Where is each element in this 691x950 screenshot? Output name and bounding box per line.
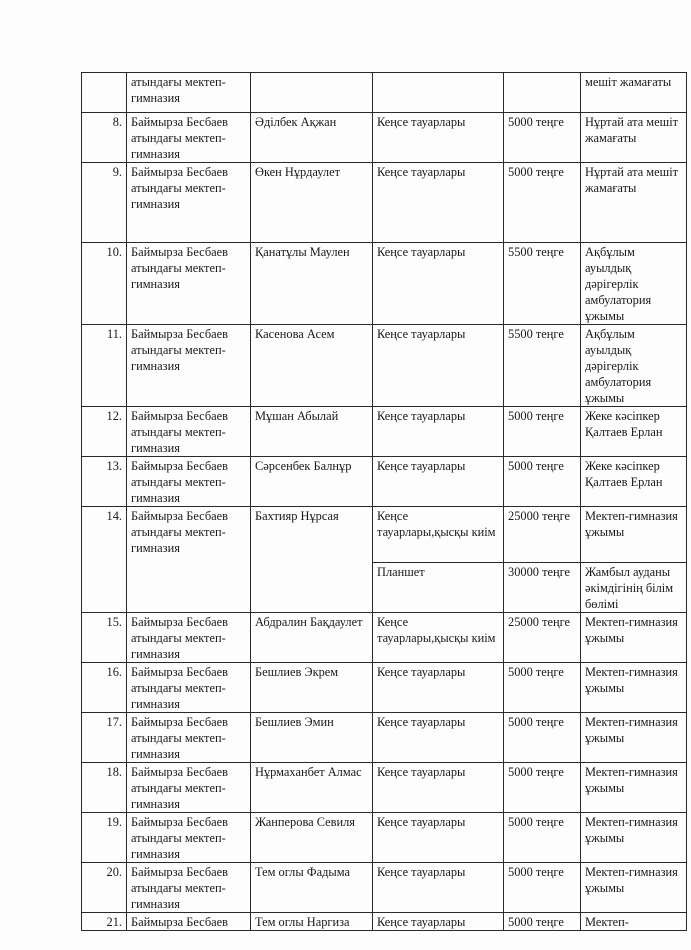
sponsor-cell: Нұртай ата мешіт жамағаты xyxy=(581,113,687,163)
student-name-cell: Мұшан Абылай xyxy=(251,407,373,457)
aid-item-cell: Кеңсе тауарлары xyxy=(373,713,504,763)
row-number: 10. xyxy=(82,243,127,325)
school-cell: Баймырза Бесбаев атындағы мектеп-гимназия xyxy=(127,813,251,863)
sponsor-cell: Ақбұлым ауылдық дәрігерлік амбулатория ұжымы xyxy=(581,243,687,325)
student-name-cell: Тем оглы Фадыма xyxy=(251,863,373,913)
sponsor-cell: Жеке кәсіпкер Қалтаев Ерлан xyxy=(581,457,687,507)
row-number xyxy=(82,73,127,113)
amount-cell: 5000 теңге xyxy=(504,813,581,863)
roster-body xyxy=(82,73,687,931)
table-row xyxy=(82,325,687,407)
student-name-cell: Нұрмаханбет Алмас xyxy=(251,763,373,813)
amount-cell: 5000 теңге xyxy=(504,913,581,931)
aid-item-cell: Кеңсе тауарлары xyxy=(373,243,504,325)
amount-cell: 5000 теңге xyxy=(504,113,581,163)
table-row xyxy=(82,713,687,763)
school-cell: Баймырза Бесбаев атындағы мектеп-гимназия xyxy=(127,613,251,663)
aid-item-cell: Кеңсе тауарлары xyxy=(373,913,504,931)
row-number: 13. xyxy=(82,457,127,507)
amount-cell: 5000 теңге xyxy=(504,863,581,913)
aid-item-cell xyxy=(373,73,504,113)
school-cell: Баймырза Бесбаев атындағы мектеп-гимназия xyxy=(127,163,251,243)
school-cell: Баймырза Бесбаев атындағы мектеп-гимназия xyxy=(127,407,251,457)
table-row xyxy=(82,243,687,325)
school-cell: Баймырза Бесбаев атындағы мектеп-гимназия xyxy=(127,763,251,813)
amount-cell: 5500 теңге xyxy=(504,243,581,325)
aid-item-cell: Кеңсе тауарлары xyxy=(373,163,504,243)
sponsor-cell: Жеке кәсіпкер Қалтаев Ерлан xyxy=(581,407,687,457)
sponsor-cell: Мектеп-гимназия ұжымы xyxy=(581,663,687,713)
row-number: 15. xyxy=(82,613,127,663)
student-name-cell: Қанатұлы Маулен xyxy=(251,243,373,325)
table-row xyxy=(82,73,687,113)
table-row xyxy=(82,863,687,913)
amount-cell: 5000 теңге xyxy=(504,457,581,507)
aid-item-cell: Кеңсе тауарлары xyxy=(373,113,504,163)
row-number: 19. xyxy=(82,813,127,863)
student-name-cell: Өкен Нұрдаулет xyxy=(251,163,373,243)
row-number: 8. xyxy=(82,113,127,163)
sponsor-cell: Мектеп-гимназия ұжымы xyxy=(581,713,687,763)
row-number: 17. xyxy=(82,713,127,763)
school-cell: Баймырза Бесбаев атындағы мектеп-гимназия xyxy=(127,507,251,613)
school-cell: атындағы мектеп-гимназия xyxy=(127,73,251,113)
sponsor-cell: Мектеп-гимназия ұжымы xyxy=(581,863,687,913)
sponsor-cell: Нұртай ата мешіт жамағаты xyxy=(581,163,687,243)
row-number: 14. xyxy=(82,507,127,613)
sponsor-cell: мешіт жамағаты xyxy=(581,73,687,113)
amount-cell: 5000 теңге xyxy=(504,663,581,713)
school-cell: Баймырза Бесбаев атындағы мектеп-гимназия xyxy=(127,457,251,507)
amount-cell: 5500 теңге xyxy=(504,325,581,407)
amount-cell: 5000 теңге xyxy=(504,763,581,813)
student-name-cell: Сәрсенбек Балнұр xyxy=(251,457,373,507)
table-row xyxy=(82,663,687,713)
aid-item-cell: Кеңсе тауарлары xyxy=(373,813,504,863)
school-cell: Баймырза Бесбаев атындағы мектеп-гимназия xyxy=(127,113,251,163)
row-number: 16. xyxy=(82,663,127,713)
table-row xyxy=(82,813,687,863)
student-name-cell: Касенова Асем xyxy=(251,325,373,407)
student-name-cell: Тем оглы Наргиза xyxy=(251,913,373,931)
sponsor-cell: Мектеп-гимназия ұжымы xyxy=(581,613,687,663)
table-row xyxy=(82,507,687,563)
aid-item-cell: Кеңсе тауарлары xyxy=(373,407,504,457)
aid-item-cell: Кеңсе тауарлары xyxy=(373,763,504,813)
sponsor-cell: Ақбұлым ауылдық дәрігерлік амбулатория ұжымы xyxy=(581,325,687,407)
table-row xyxy=(82,763,687,813)
student-name-cell: Жанперова Севиля xyxy=(251,813,373,863)
school-cell: Баймырза Бесбаев атындағы мектеп-гимназия xyxy=(127,663,251,713)
amount-cell: 25000 теңге xyxy=(504,613,581,663)
table-row xyxy=(82,113,687,163)
table-row xyxy=(82,407,687,457)
row-number: 18. xyxy=(82,763,127,813)
row-number: 11. xyxy=(82,325,127,407)
sponsor-cell: Мектеп- xyxy=(581,913,687,931)
row-number: 9. xyxy=(82,163,127,243)
amount-cell: 5000 теңге xyxy=(504,407,581,457)
aid-item-cell: Кеңсе тауарлары,қысқы киім xyxy=(373,507,504,563)
support-roster-table xyxy=(81,72,687,931)
school-cell: Баймырза Бесбаев xyxy=(127,913,251,931)
amount-cell: 5000 теңге xyxy=(504,163,581,243)
aid-item-cell: Кеңсе тауарлары xyxy=(373,863,504,913)
amount-cell: 25000 теңге xyxy=(504,507,581,563)
school-cell: Баймырза Бесбаев атындағы мектеп-гимназия xyxy=(127,713,251,763)
aid-item-cell: Кеңсе тауарлары xyxy=(373,663,504,713)
student-name-cell: Бахтияр Нұрсая xyxy=(251,507,373,613)
student-name-cell: Әділбек Ақжан xyxy=(251,113,373,163)
sponsor-cell: Мектеп-гимназия ұжымы xyxy=(581,507,687,563)
student-name-cell: Бешлиев Экрем xyxy=(251,663,373,713)
amount-cell: 30000 теңге xyxy=(504,563,581,613)
row-number: 12. xyxy=(82,407,127,457)
table-row xyxy=(82,163,687,243)
amount-cell xyxy=(504,73,581,113)
student-name-cell: Бешлиев Эмин xyxy=(251,713,373,763)
student-name-cell: Абдралин Бақдаулет xyxy=(251,613,373,663)
table-row xyxy=(82,913,687,931)
sponsor-cell: Жамбыл ауданы әкімдігінің білім бөлімі xyxy=(581,563,687,613)
student-name-cell xyxy=(251,73,373,113)
table-row xyxy=(82,613,687,663)
school-cell: Баймырза Бесбаев атындағы мектеп-гимназия xyxy=(127,325,251,407)
sponsor-cell: Мектеп-гимназия ұжымы xyxy=(581,763,687,813)
sponsor-cell: Мектеп-гимназия ұжымы xyxy=(581,813,687,863)
aid-item-cell: Планшет xyxy=(373,563,504,613)
row-number: 20. xyxy=(82,863,127,913)
table-row xyxy=(82,457,687,507)
aid-item-cell: Кеңсе тауарлары xyxy=(373,325,504,407)
school-cell: Баймырза Бесбаев атындағы мектеп-гимназия xyxy=(127,863,251,913)
amount-cell: 5000 теңге xyxy=(504,713,581,763)
row-number: 21. xyxy=(82,913,127,931)
aid-item-cell: Кеңсе тауарлары,қысқы киім xyxy=(373,613,504,663)
school-cell: Баймырза Бесбаев атындағы мектеп-гимназия xyxy=(127,243,251,325)
aid-item-cell: Кеңсе тауарлары xyxy=(373,457,504,507)
